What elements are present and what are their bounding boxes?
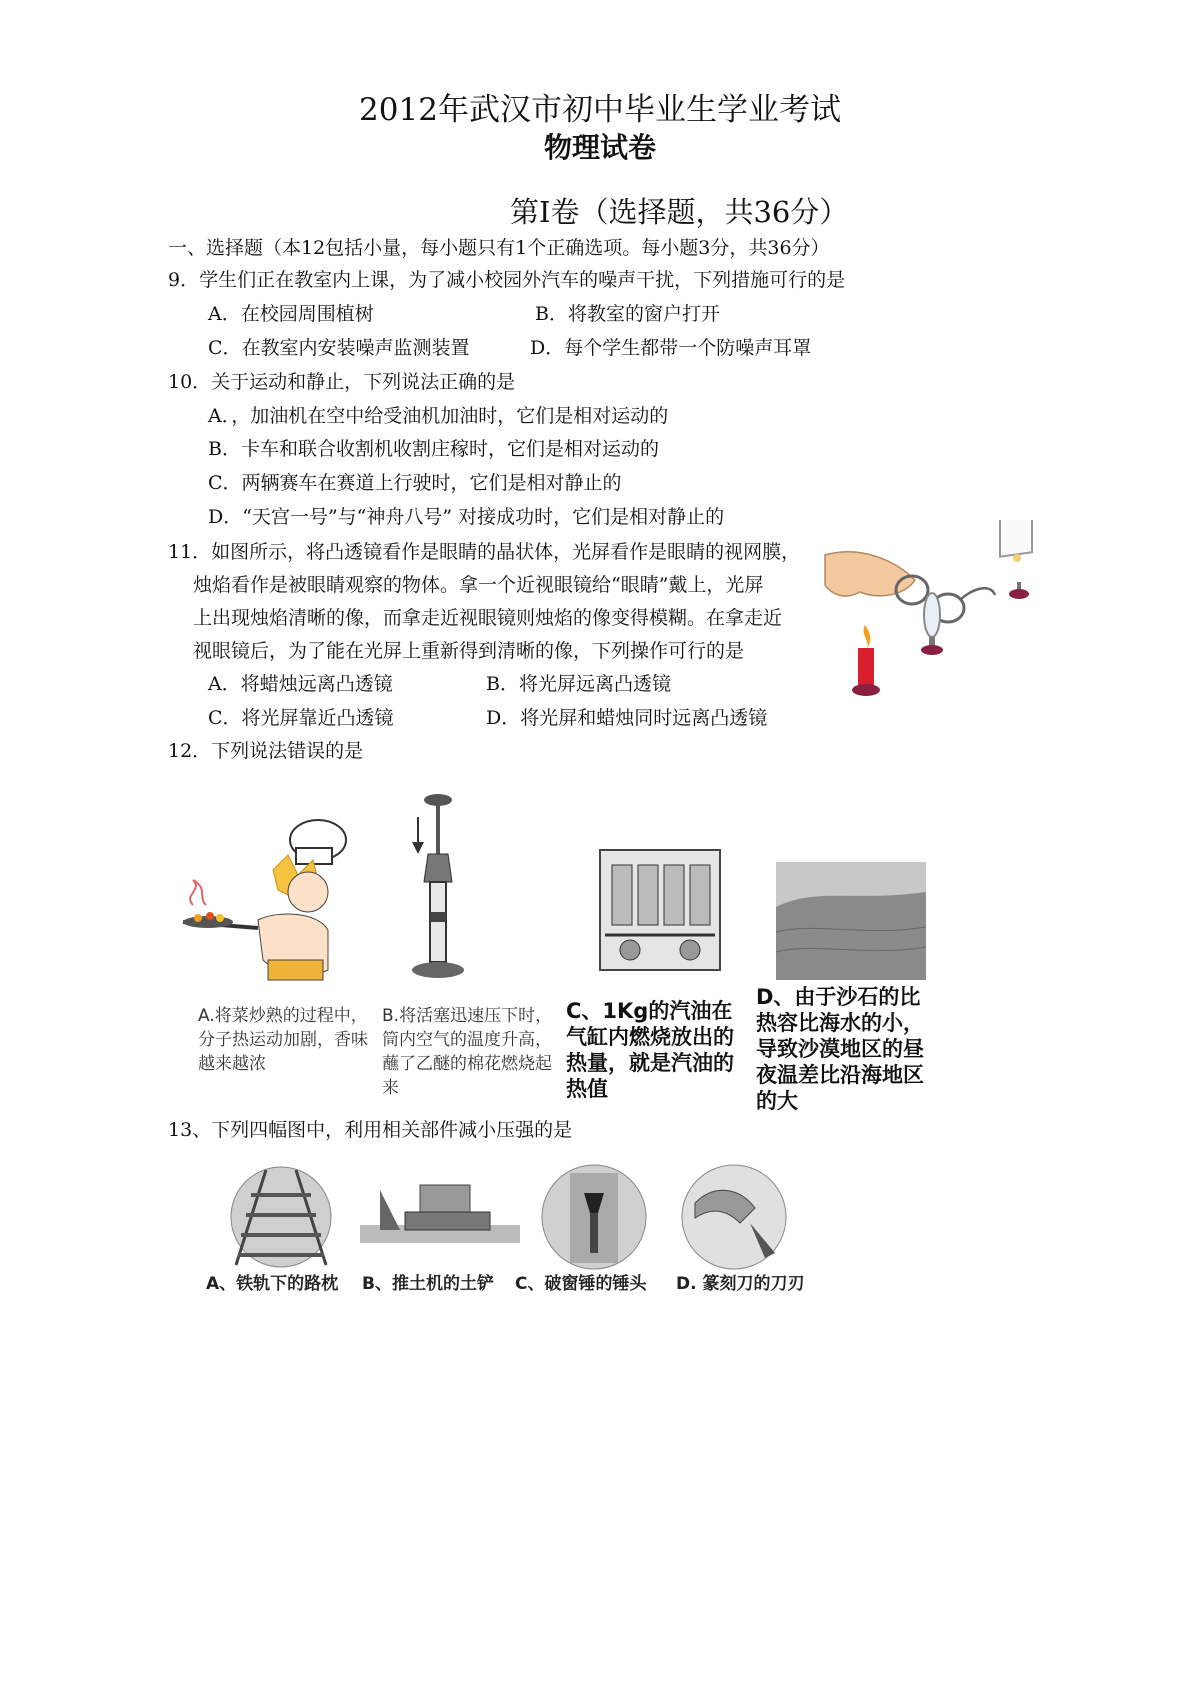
q9-option-d: D．每个学生都带一个防噪声耳罩 xyxy=(530,337,812,359)
q10-option-d: D．“天宫一号”与“神舟八号” 对接成功时，它们是相对静止的 xyxy=(208,506,725,528)
q13-caption-c: C、破窗锤的锤头 xyxy=(515,1274,647,1294)
q12-chef-figure xyxy=(178,810,353,995)
q11-option-b: B．将光屏远离凸透镜 xyxy=(486,673,671,695)
q11-stem-line3: 上出现烛焰清晰的像，而拿走近视眼镜则烛焰的像变得模糊。在拿走近 xyxy=(193,607,783,629)
hand-shape xyxy=(825,552,915,596)
q11-option-d: D．将光屏和蜡烛同时远离凸透镜 xyxy=(486,707,768,729)
q12-desert-figure xyxy=(776,862,926,980)
q13-railway-figure xyxy=(226,1165,336,1270)
q12-caption-a: A.将菜炒熟的过程中，分子热运动加剧，香味越来越浓 xyxy=(198,1006,368,1074)
exam-title: 2012年武汉市初中毕业生学业考试 xyxy=(359,92,841,128)
q13-carving-knife-figure xyxy=(680,1163,788,1271)
q12-caption-b: B.将活塞迅速压下时，筒内空气的温度升高，蘸了乙醚的棉花燃烧起来 xyxy=(382,1006,553,1098)
q11-option-a: A．将蜡烛远离凸透镜 xyxy=(208,673,393,695)
section-instruction: 一、选择题（本12包括小量，每小题只有1个正确选项。每小题3分，共36分） xyxy=(168,237,830,259)
q10-option-a: A．，加油机在空中给受油机加油时，它们是相对运动的 xyxy=(208,405,669,427)
q11-stem-line4: 视眼镜后，为了能在光屏上重新得到清晰的像，下列操作可行的是 xyxy=(193,640,745,662)
q13-caption-a: A、铁轨下的路枕 xyxy=(206,1274,339,1294)
q9-stem: 9．学生们正在教室内上课，为了减小校园外汽车的噪声干扰，下列措施可行的是 xyxy=(168,269,846,291)
q13-stem: 13、下列四幅图中，利用相关部件减小压强的是 xyxy=(168,1119,573,1141)
q11-stem-line2: 烛焰看作是被眼睛观察的物体。拿一个近视眼镜给“眼睛”戴上，光屏 xyxy=(193,574,764,596)
q10-option-c: C．两辆赛车在赛道上行驶时，它们是相对静止的 xyxy=(208,472,622,494)
q10-stem: 10．关于运动和静止，下列说法正确的是 xyxy=(168,371,516,393)
q13-caption-d: D. 篆刻刀的刀刃 xyxy=(676,1274,805,1294)
q10-option-b: B．卡车和联合收割机收割庄稼时，它们是相对运动的 xyxy=(208,438,659,460)
q11-option-c: C．将光屏靠近凸透镜 xyxy=(208,707,394,729)
q13-window-hammer-figure xyxy=(540,1163,648,1271)
q9-option-a: A．在校园周围植树 xyxy=(208,303,374,325)
q9-option-c: C．在教室内安装噪声监测装置 xyxy=(208,337,470,359)
exam-subtitle: 物理试卷 xyxy=(543,131,656,164)
q9-option-b: B．将教室的窗户打开 xyxy=(535,303,720,325)
q12-caption-c: C、1Kg的汽油在气缸内燃烧放出的热量，就是汽油的热值 xyxy=(566,999,734,1101)
q12-stem: 12．下列说法错误的是 xyxy=(168,740,364,762)
q12-piston-figure xyxy=(400,792,480,992)
q13-bulldozer-figure xyxy=(360,1170,520,1265)
section-heading: 第Ⅰ卷（选择题，共36分） xyxy=(510,195,849,229)
q12-caption-d: D、由于沙石的比热容比海水的小，导致沙漠地区的昼夜温差比沿海地区的大 xyxy=(756,985,924,1113)
lens-candle-figure xyxy=(820,520,1060,705)
q13-caption-b: B、推土机的土铲 xyxy=(362,1274,494,1294)
q12-engine-figure xyxy=(590,840,730,980)
q11-stem-line1: 11．如图所示，将凸透镜看作是眼睛的晶状体，光屏看作是眼睛的视网膜， xyxy=(168,541,801,563)
